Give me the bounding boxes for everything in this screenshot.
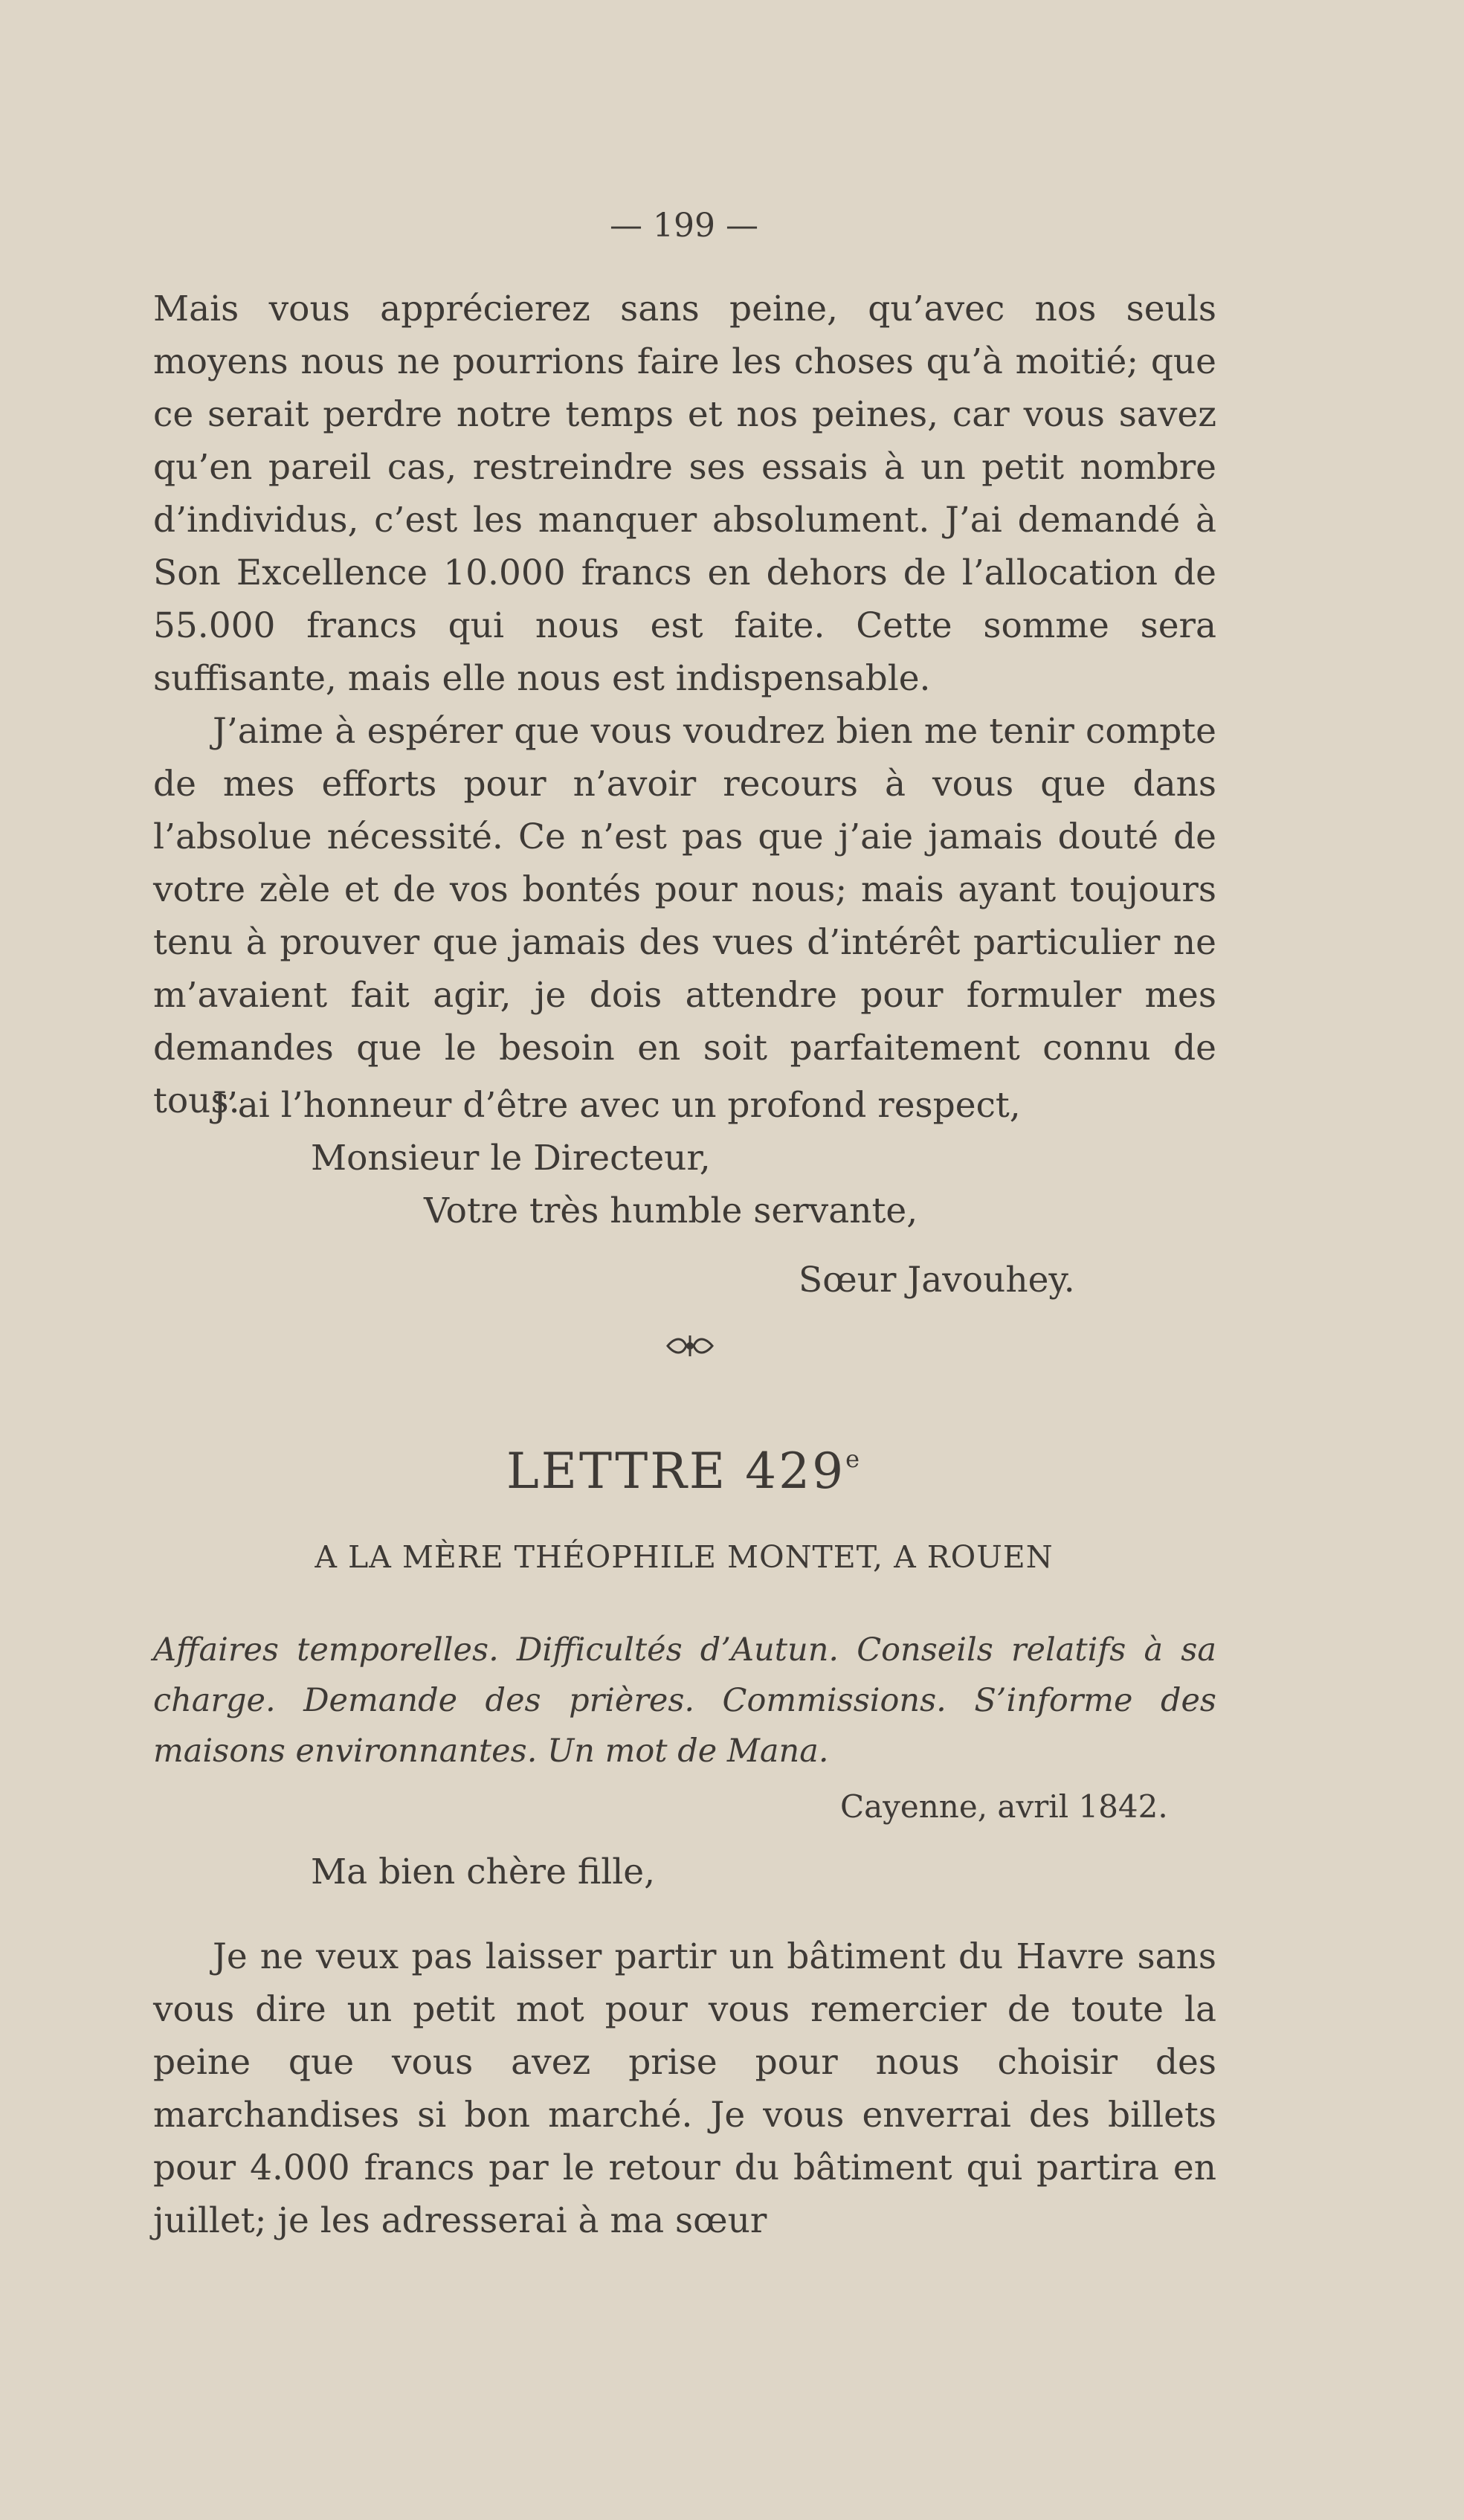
letter-summary: Affaires temporelles. Difficultés d’Autun. Conseils relatifs à sa charge. Demande des prières. Commissions. S’informe des maisons environnantes. Un mot de Mana. xyxy=(153,1631,1216,1770)
letter-recipient: A LA MÈRE THÉOPHILE MONTET, A ROUEN xyxy=(315,1539,1054,1575)
letter-title-suffix: e xyxy=(845,1445,862,1473)
closing-servant: Votre très humble servante, xyxy=(424,1190,918,1231)
paragraph-2: J’aime à espérer que vous voudrez bien me tenir compte de mes efforts pour n’avoir recours à vous que dans l’absolue nécessité. Ce n’est pas que j’aie jamais douté de votre zèle et de vos bontés pour nous; mais ayant toujours tenu à prouver que jamais des vues d’intérêt particulier ne m’avaient fait agir, je dois attendre pour formuler mes demandes que le besoin en soit parfaitement connu de tous. xyxy=(153,711,1216,1121)
letter-body-top xyxy=(153,283,1216,1127)
paragraph-3: Je ne veux pas laisser partir un bâtiment du Havre sans vous dire un petit mot pour vous remercier de toute la peine que vous avez prise pour nous choisir des marchandises si bon marché. Je vous enverrai des billets pour 4.000 francs par le retour du bâtiment qui partira en juillet; je les adresserai à ma sœur xyxy=(153,1936,1216,2241)
closing-address: Monsieur le Directeur, xyxy=(311,1138,711,1179)
paragraph-1: Mais vous apprécierez sans peine, qu’avec nos seuls moyens nous ne pourrions faire les choses qu’à moitié; que ce serait perdre notre temps et nos peines, car vous savez qu’en pareil cas, restreindre ses essais à un petit nombre d’individus, c’est les manquer absolument. J’ai demandé à Son Excellence 10.000 francs en dehors de l’allocation de 55.000 francs qui nous est faite. Cette somme sera suffisante, mais elle nous est indispensable. xyxy=(153,289,1216,699)
dateline: Cayenne, avril 1842. xyxy=(840,1788,1168,1825)
letter-title xyxy=(0,1443,1368,1500)
letter-title-text: LETTRE 429 xyxy=(506,1443,846,1500)
fleuron-ornament-icon xyxy=(664,1331,716,1361)
salutation: Ma bien chère fille, xyxy=(311,1852,656,1892)
signature: Sœur Javouhey. xyxy=(799,1260,1075,1301)
page-number: — 199 — xyxy=(610,207,758,245)
letter-body-bottom xyxy=(153,1930,1216,2247)
closing-formula: J’ai l’honneur d’être avec un profond respect, xyxy=(213,1085,1021,1126)
